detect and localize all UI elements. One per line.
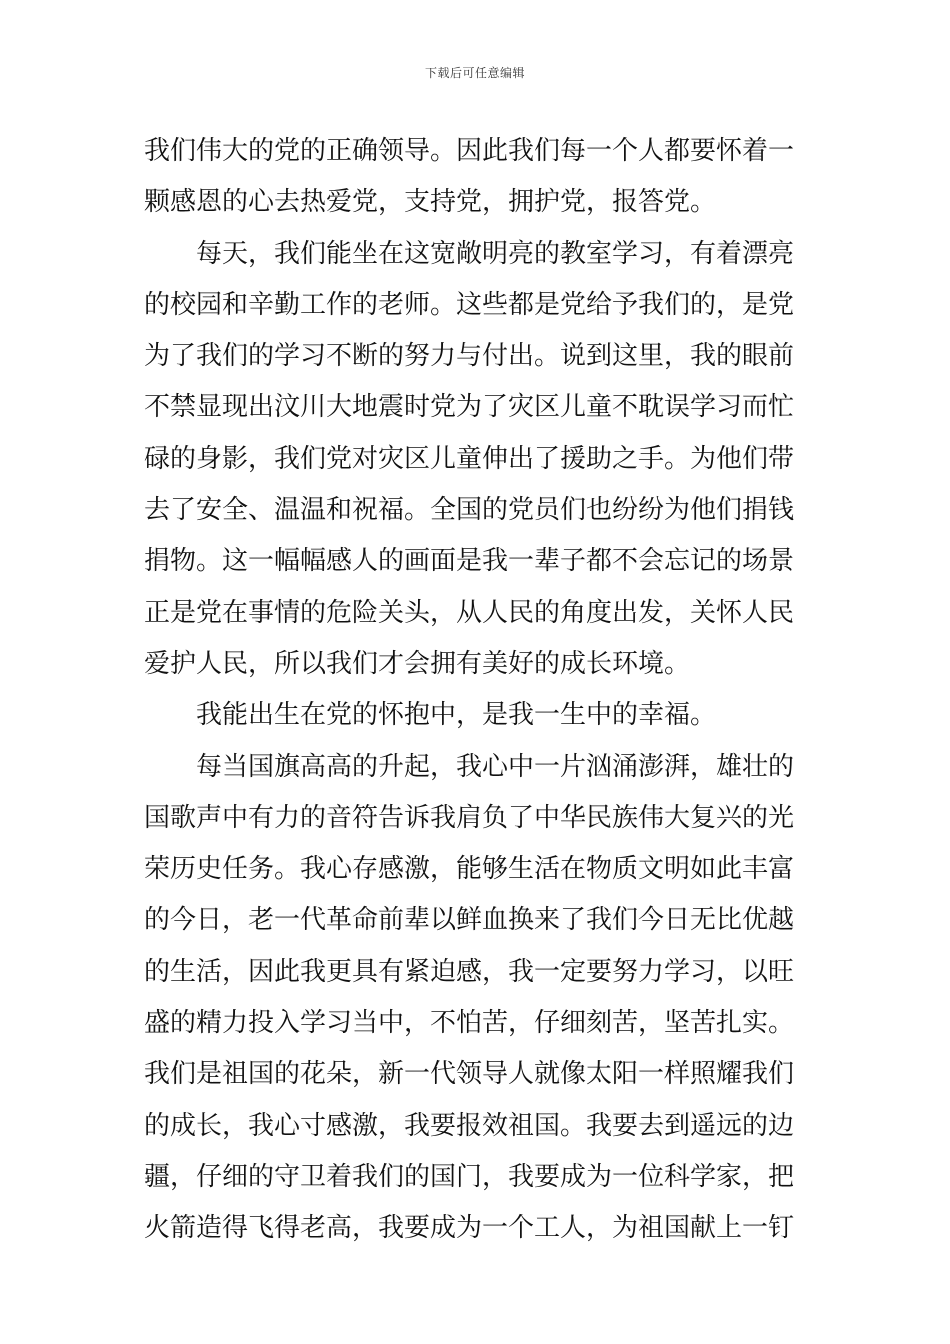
text-line: 去了安全、温温和祝福。全国的党员们也纷纷为他们捐钱 bbox=[144, 495, 795, 526]
text-line: 我们伟大的党的正确领导。因此我们每一个人都要怀着一 bbox=[144, 136, 795, 166]
text-line: 捐物。这一幅幅感人的画面是我一辈子都不会忘记的场景 bbox=[144, 546, 795, 577]
text-line: 不禁显现出汶川大地震时党为了灾区儿童不耽误学习而忙 bbox=[144, 392, 795, 423]
document-body bbox=[144, 126, 808, 1255]
text-line: 荣历史任务。我心存感激，能够生活在物质文明如此丰富 bbox=[144, 854, 795, 885]
text-line: 国歌声中有力的音符告诉我肩负了中华民族伟大复兴的光 bbox=[144, 802, 795, 833]
text-line: 颗感恩的心去热爱党，支持党，拥护党，报答党。 bbox=[144, 187, 717, 218]
text-line: 每天，我们能坐在这宽敞明亮的教室学习，有着漂亮 bbox=[144, 238, 795, 269]
text-line: 正是党在事情的危险关头，从人民的角度出发，关怀人民 bbox=[144, 597, 795, 628]
text-line: 疆，仔细的守卫着我们的国门，我要成为一位科学家，把 bbox=[144, 1161, 795, 1192]
text-line: 火箭造得飞得老高，我要成为一个工人，为祖国献上一钉 bbox=[144, 1213, 795, 1244]
text-line: 我们是祖国的花朵，新一代领导人就像太阳一样照耀我们 bbox=[144, 1059, 795, 1090]
text-line: 的校园和辛勤工作的老师。这些都是党给予我们的，是党 bbox=[144, 289, 795, 320]
text-line: 爱护人民，所以我们才会拥有美好的成长环境。 bbox=[144, 648, 691, 679]
text-line: 我能出生在党的怀抱中，是我一生中的幸福。 bbox=[144, 700, 717, 731]
text-line: 碌的身影，我们党对灾区儿童伸出了援助之手。为他们带 bbox=[144, 443, 795, 474]
text-line: 的生活，因此我更具有紧迫感，我一定要努力学习，以旺 bbox=[144, 956, 795, 987]
page-header: 下载后可任意编辑 bbox=[424, 66, 525, 80]
text-line: 为了我们的学习不断的努力与付出。说到这里，我的眼前 bbox=[144, 341, 795, 372]
text-line: 的成长，我心寸感激，我要报效祖国。我要去到遥远的边 bbox=[144, 1110, 795, 1141]
text-line: 每当国旗高高的升起，我心中一片汹涌澎湃，雄壮的 bbox=[144, 751, 795, 782]
text-line: 盛的精力投入学习当中，不怕苦，仔细刻苦，坚苦扎实。 bbox=[144, 1008, 795, 1039]
text-line: 的今日，老一代革命前辈以鲜血换来了我们今日无比优越 bbox=[144, 905, 795, 936]
